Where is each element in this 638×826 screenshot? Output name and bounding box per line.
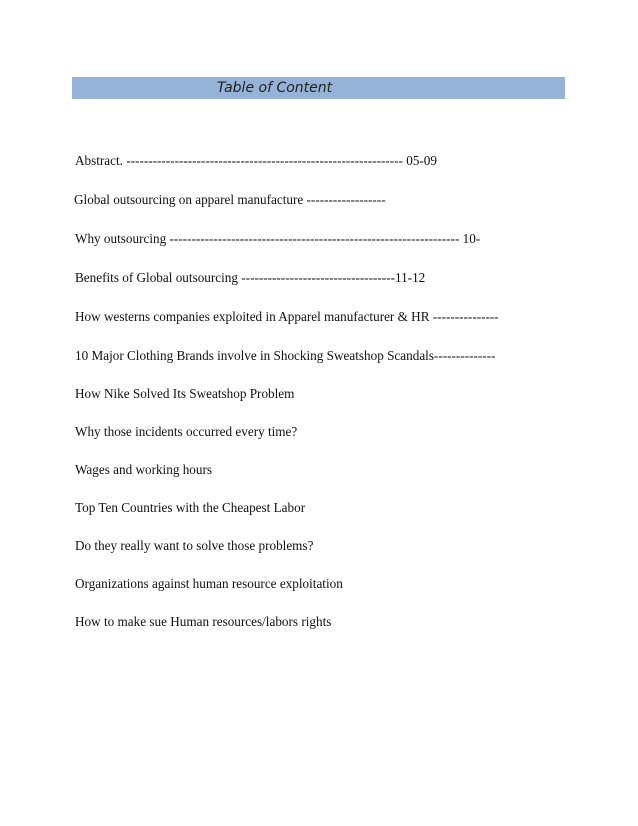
toc-entry-why-outsourcing: Why outsourcing ------------------------------------------------------------------ 10- [75, 231, 481, 246]
toc-header-bar [72, 77, 565, 99]
toc-entry-organizations: Organizations against human resource exploitation [75, 576, 343, 591]
toc-entry-clothing-brands: 10 Major Clothing Brands involve in Shocking Sweatshop Scandals-------------- [75, 348, 496, 363]
toc-entry-nike: How Nike Solved Its Sweatshop Problem [75, 386, 295, 401]
toc-entry-incidents: Why those incidents occurred every time? [75, 424, 298, 439]
toc-entry-western-companies: How westerns companies exploited in Apparel manufacturer & HR --------------- [75, 309, 499, 324]
toc-entry-global-outsourcing: Global outsourcing on apparel manufacture ------------------ [74, 192, 386, 207]
toc-entry-wages: Wages and working hours [75, 462, 213, 477]
toc-entry-solve-problems: Do they really want to solve those problems? [75, 538, 314, 553]
toc-entry-abstract: Abstract. --------------------------------------------------------------- 05-09 [75, 153, 437, 168]
toc-entry-labor-rights: How to make sue Human resources/labors rights [75, 614, 332, 629]
toc-entry-benefits: Benefits of Global outsourcing -----------------------------------11-12 [75, 270, 426, 285]
toc-title: Table of Content [217, 80, 333, 96]
toc-entry-cheapest-labor: Top Ten Countries with the Cheapest Labor [75, 500, 306, 515]
